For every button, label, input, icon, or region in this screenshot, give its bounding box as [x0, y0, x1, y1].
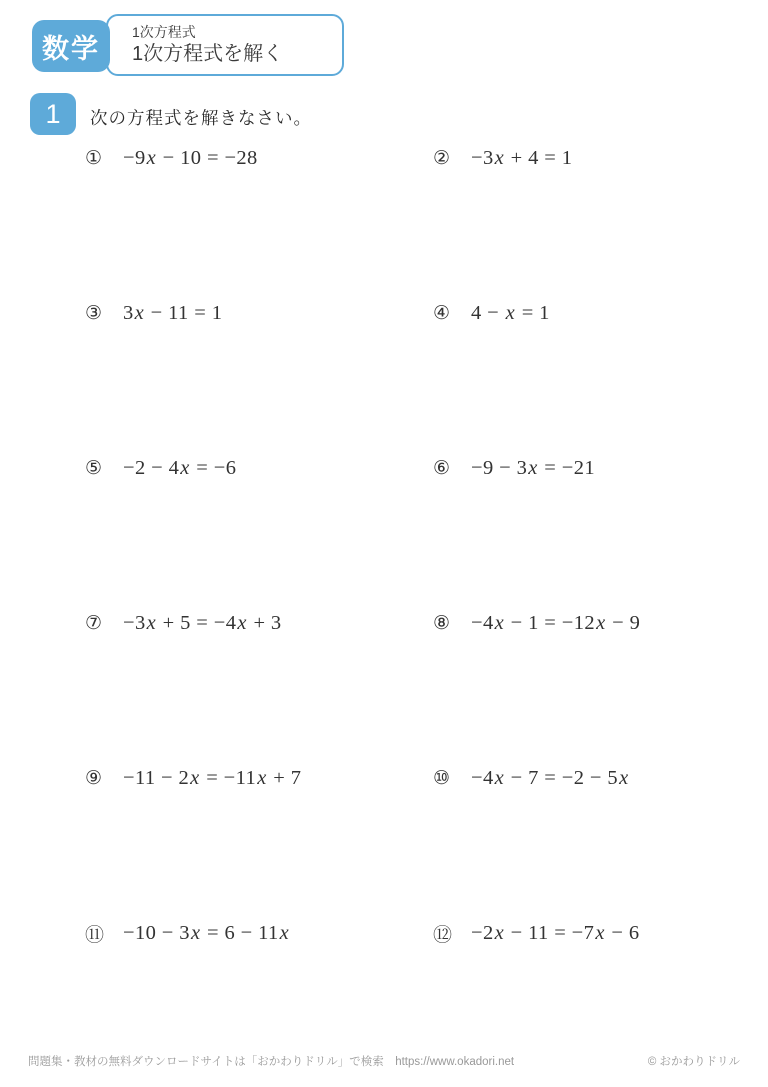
- section-instruction: 次の方程式を解きなさい。: [90, 109, 312, 129]
- subject-badge: 数学: [32, 20, 110, 72]
- problem-number: ⑫: [433, 923, 453, 946]
- problem-item: [433, 143, 572, 173]
- problem-equation: −4x − 7 = −2 − 5x: [471, 766, 629, 789]
- problem-item: [433, 298, 550, 328]
- problem-number: ⑥: [433, 457, 451, 479]
- problem-item: [85, 143, 258, 173]
- footer-copyright: © おかわりドリル: [647, 1056, 740, 1068]
- problem-item: [433, 453, 595, 483]
- problem-equation: −3x + 4 = 1: [471, 146, 573, 169]
- unit-label: 1次方程式: [132, 24, 196, 40]
- section-number-badge: 1: [30, 93, 76, 135]
- problem-item: [433, 608, 640, 638]
- problem-equation: −9 − 3x = −21: [471, 456, 596, 479]
- problem-equation: 3x − 11 = 1: [123, 301, 223, 324]
- problem-number: ⑧: [433, 612, 451, 634]
- problem-equation: −2 − 4x = −6: [123, 456, 237, 479]
- problem-equation: −11 − 2x = −11x + 7: [123, 766, 302, 789]
- problem-item: [85, 918, 290, 948]
- problem-item: [85, 608, 282, 638]
- worksheet-title: 1次方程式を解く: [132, 43, 284, 65]
- footer-site-info: 問題集・教材の無料ダウンロードサイトは「おかわりドリル」で検索 https://www.okadori.net: [28, 1056, 515, 1068]
- problem-equation: −10 − 3x = 6 − 11x: [123, 921, 290, 944]
- problem-equation: 4 − x = 1: [471, 301, 550, 324]
- problem-number: ⑤: [85, 457, 103, 479]
- problem-item: [433, 918, 639, 948]
- problem-number: ②: [433, 147, 451, 169]
- problem-item: [85, 298, 222, 328]
- problem-item: [433, 763, 630, 793]
- problem-item: [85, 763, 301, 793]
- page-footer: [28, 1053, 740, 1069]
- problem-number: ①: [85, 147, 103, 169]
- problem-number: ④: [433, 302, 451, 324]
- problem-number: ⑩: [433, 767, 451, 789]
- problem-number: ⑪: [85, 923, 105, 946]
- problem-number: ⑦: [85, 612, 103, 634]
- problem-equation: −4x − 1 = −12x − 9: [471, 611, 641, 634]
- problem-equation: −2x − 11 = −7x − 6: [471, 921, 640, 944]
- problem-number: ③: [85, 302, 103, 324]
- problem-equation: −3x + 5 = −4x + 3: [123, 611, 282, 634]
- problem-equation: −9x − 10 = −28: [123, 146, 258, 169]
- problem-number: ⑨: [85, 767, 103, 789]
- problem-item: [85, 453, 236, 483]
